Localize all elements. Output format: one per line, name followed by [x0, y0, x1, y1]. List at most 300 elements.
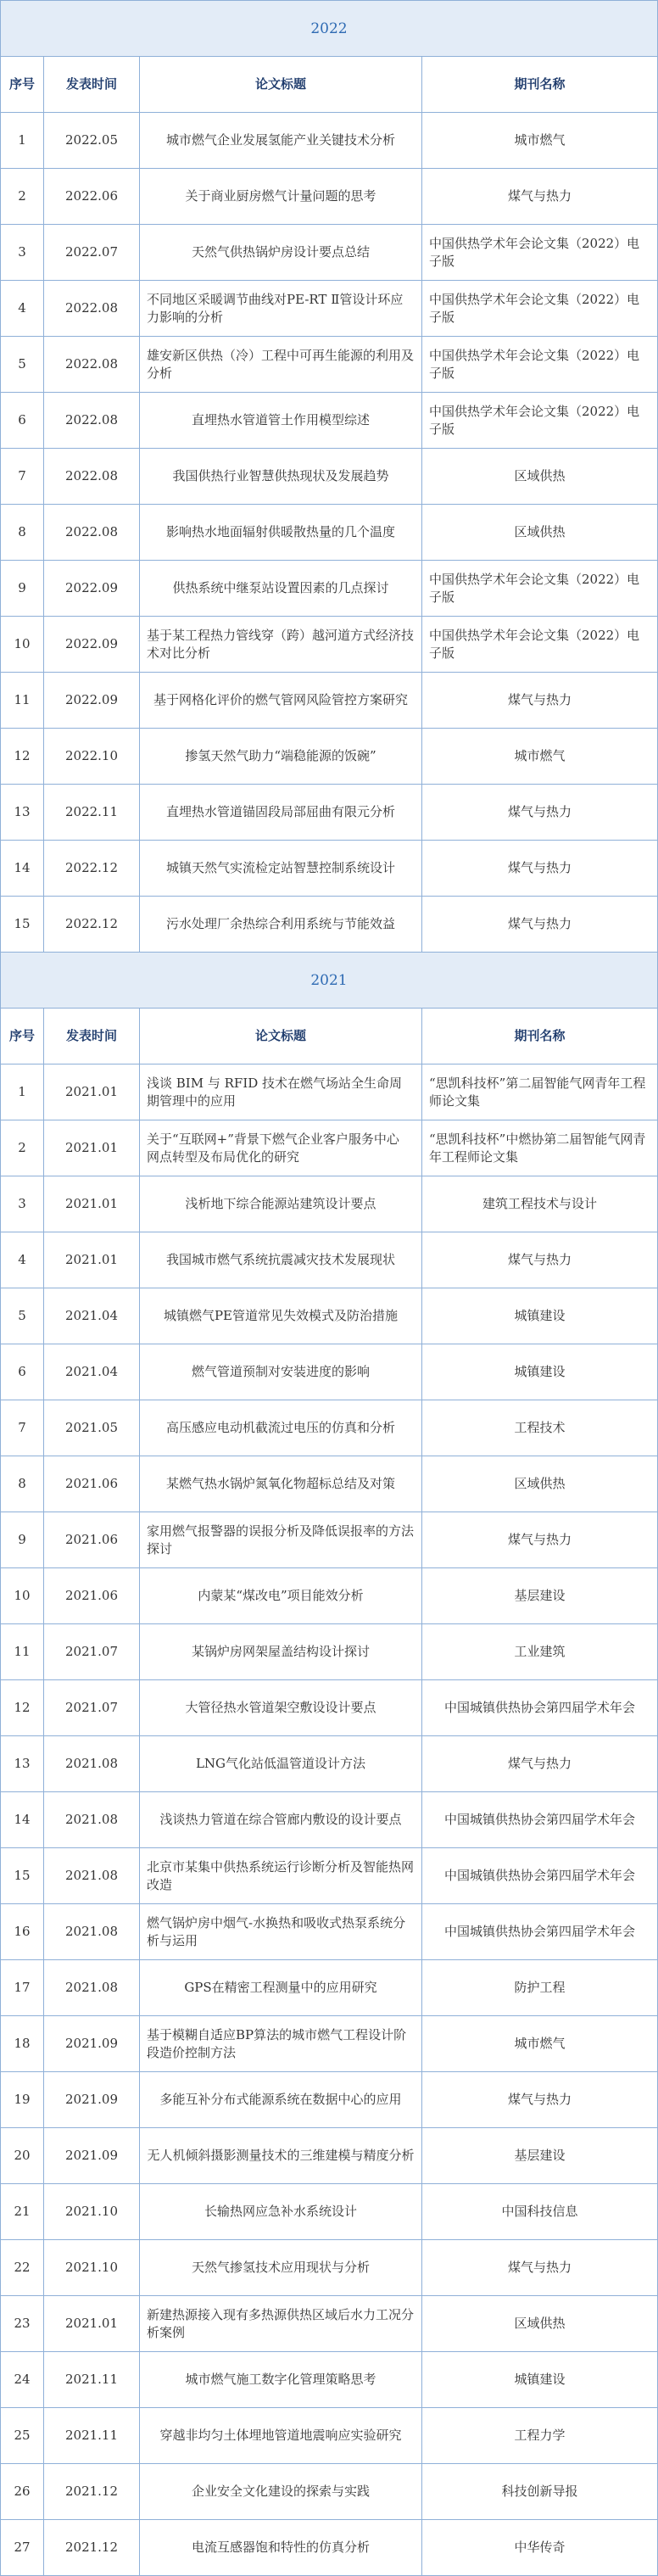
cell-serial-number-text: 14	[14, 1812, 31, 1828]
table-row	[1, 1344, 657, 1400]
cell-paper-title-text: 某燃气热水锅炉氮氧化物超标总结及对策	[165, 1476, 395, 1492]
cell-serial-number	[1, 505, 44, 560]
cell-publish-date-text: 2022.06	[64, 188, 119, 204]
cell-paper-title-text: 天然气供热锅炉房设计要点总结	[191, 244, 370, 260]
cell-publish-date	[44, 1736, 140, 1791]
cell-paper-title-text: 浅谈 BIM 与 RFID 技术在燃气场站全生命周期管理中的应用	[147, 1076, 403, 1109]
cell-journal-name	[422, 1960, 657, 2015]
cell-journal-name-text: 煤气与热力	[507, 804, 572, 820]
header-serial-number-text: 序号	[8, 1028, 35, 1044]
cell-journal-name	[422, 1680, 657, 1735]
table-row	[1, 1568, 657, 1624]
cell-journal-name	[422, 617, 657, 672]
cell-serial-number	[1, 1960, 44, 2015]
cell-paper-title-text: 长输热网应急补水系统设计	[204, 2204, 357, 2220]
cell-serial-number-text: 8	[18, 524, 26, 540]
cell-journal-name-text: 建筑工程技术与设计	[482, 1196, 597, 1212]
cell-journal-name	[422, 449, 657, 504]
table-row	[1, 785, 657, 841]
cell-journal-name	[422, 113, 657, 168]
cell-journal-name	[422, 2520, 657, 2575]
cell-journal-name-text: 工程技术	[514, 1420, 566, 1436]
cell-serial-number-text: 10	[14, 636, 31, 652]
cell-paper-title	[140, 561, 422, 616]
cell-journal-name-text: 中国城镇供热协会第四届学术年会	[443, 1812, 635, 1828]
table-row	[1, 617, 657, 673]
cell-publish-date-text: 2021.07	[64, 1644, 119, 1660]
cell-serial-number-text: 6	[18, 1364, 26, 1380]
cell-publish-date	[44, 1680, 140, 1735]
table-row	[1, 2464, 657, 2520]
cell-serial-number	[1, 1512, 44, 1567]
table-row	[1, 1176, 657, 1232]
cell-publish-date	[44, 785, 140, 840]
section-year-title: 2022	[1, 1, 657, 57]
cell-paper-title-text: 关于“互联网+”背景下燃气企业客户服务中心 网点转型及布局优化的研究	[147, 1132, 399, 1165]
cell-publish-date-text: 2021.11	[64, 2372, 119, 2388]
cell-publish-date	[44, 1232, 140, 1288]
cell-paper-title	[140, 1232, 422, 1288]
table-header-row	[1, 57, 657, 113]
cell-publish-date-text: 2022.08	[64, 356, 119, 372]
cell-publish-date	[44, 1176, 140, 1232]
cell-paper-title-text: 企业安全文化建设的探索与实践	[191, 2484, 370, 2500]
cell-journal-name-text: 中国城镇供热协会第四届学术年会	[443, 1700, 635, 1716]
cell-serial-number-text: 5	[18, 356, 26, 372]
cell-paper-title	[140, 113, 422, 168]
cell-serial-number-text: 18	[14, 2036, 31, 2052]
cell-publish-date-text: 2021.04	[64, 1364, 119, 1380]
cell-paper-title-text: 雄安新区供热（冷）工程中可再生能源的利用及分析	[147, 348, 415, 381]
cell-paper-title	[140, 225, 422, 280]
cell-journal-name	[422, 505, 657, 560]
cell-paper-title	[140, 2520, 422, 2575]
cell-serial-number-text: 6	[18, 412, 26, 428]
cell-serial-number-text: 7	[18, 468, 26, 484]
cell-journal-name-text: 城镇建设	[514, 1364, 566, 1380]
cell-journal-name-text: 煤气与热力	[507, 2260, 572, 2276]
cell-journal-name-text: 中国供热学术年会论文集（2022）电子版	[429, 404, 640, 437]
cell-paper-title-text: 燃气管道预制对安装进度的影响	[191, 1364, 370, 1380]
cell-serial-number-text: 25	[14, 2428, 31, 2444]
cell-paper-title	[140, 1680, 422, 1735]
cell-serial-number-text: 21	[14, 2204, 31, 2220]
cell-serial-number-text: 9	[18, 1532, 26, 1548]
cell-paper-title-text: 影响热水地面辐射供暖散热量的几个温度	[165, 524, 395, 540]
cell-serial-number	[1, 1568, 44, 1623]
cell-journal-name	[422, 2016, 657, 2071]
table-row	[1, 897, 657, 953]
cell-serial-number-text: 12	[14, 748, 31, 764]
cell-serial-number	[1, 785, 44, 840]
cell-publish-date	[44, 2296, 140, 2351]
cell-journal-name	[422, 337, 657, 392]
cell-journal-name-text: 中国供热学术年会论文集（2022）电子版	[429, 236, 640, 269]
cell-journal-name	[422, 2072, 657, 2127]
cell-publish-date-text: 2021.09	[64, 2036, 119, 2052]
cell-publish-date-text: 2021.07	[64, 1700, 119, 1716]
cell-paper-title-text: 无人机倾斜摄影测量技术的三维建模与精度分析	[147, 2148, 415, 2164]
table-row	[1, 113, 657, 169]
cell-publish-date-text: 2021.06	[64, 1532, 119, 1548]
cell-serial-number	[1, 1456, 44, 1512]
cell-journal-name	[422, 841, 657, 896]
cell-publish-date	[44, 449, 140, 504]
cell-publish-date-text: 2022.05	[64, 132, 119, 148]
cell-serial-number	[1, 2520, 44, 2575]
cell-serial-number	[1, 281, 44, 336]
cell-serial-number	[1, 2408, 44, 2463]
cell-paper-title-text: 城市燃气施工数字化管理策略思考	[185, 2372, 376, 2388]
cell-serial-number-text: 13	[14, 804, 31, 820]
cell-serial-number	[1, 2296, 44, 2351]
cell-journal-name-text: 中国城镇供热协会第四届学术年会	[443, 1868, 635, 1884]
cell-serial-number	[1, 1736, 44, 1791]
cell-serial-number	[1, 169, 44, 224]
header-serial-number	[1, 57, 44, 112]
cell-serial-number-text: 22	[14, 2260, 31, 2276]
cell-paper-title	[140, 1344, 422, 1400]
cell-journal-name-text: 城镇建设	[514, 2372, 566, 2388]
cell-publish-date-text: 2021.08	[64, 1980, 119, 1996]
cell-paper-title-text: 城镇天然气实流检定站智慧控制系统设计	[165, 860, 395, 876]
cell-paper-title	[140, 1848, 422, 1903]
cell-serial-number-text: 4	[18, 300, 26, 316]
cell-journal-name	[422, 2408, 657, 2463]
cell-journal-name	[422, 1064, 657, 1120]
cell-serial-number	[1, 449, 44, 504]
cell-serial-number	[1, 1120, 44, 1176]
cell-serial-number	[1, 2128, 44, 2183]
cell-journal-name-text: 工程力学	[514, 2428, 566, 2444]
cell-serial-number	[1, 2240, 44, 2295]
cell-paper-title	[140, 1624, 422, 1679]
cell-journal-name-text: 煤气与热力	[507, 692, 572, 708]
cell-publish-date-text: 2022.09	[64, 692, 119, 708]
cell-journal-name	[422, 1904, 657, 1959]
cell-publish-date-text: 2021.08	[64, 1812, 119, 1828]
cell-paper-title	[140, 1568, 422, 1623]
cell-serial-number	[1, 225, 44, 280]
cell-paper-title-text: 基于网格化评价的燃气管网风险管控方案研究	[153, 692, 408, 708]
cell-journal-name-text: 区域供热	[514, 2316, 566, 2332]
cell-journal-name	[422, 2240, 657, 2295]
cell-journal-name-text: 中国供热学术年会论文集（2022）电子版	[429, 348, 640, 381]
cell-publish-date	[44, 1848, 140, 1903]
cell-publish-date	[44, 1456, 140, 1512]
cell-publish-date	[44, 897, 140, 952]
cell-publish-date-text: 2021.09	[64, 2148, 119, 2164]
cell-serial-number	[1, 337, 44, 392]
cell-journal-name	[422, 1288, 657, 1344]
cell-serial-number	[1, 897, 44, 952]
cell-journal-name	[422, 1176, 657, 1232]
table-row	[1, 673, 657, 729]
cell-serial-number	[1, 1624, 44, 1679]
header-publish-date-text: 发表时间	[65, 1028, 117, 1044]
cell-journal-name-text: 城市燃气	[514, 132, 566, 148]
cell-publish-date-text: 2022.12	[64, 916, 119, 932]
cell-journal-name-text: 区域供热	[514, 524, 566, 540]
table-row	[1, 2016, 657, 2072]
cell-serial-number	[1, 2464, 44, 2519]
cell-journal-name-text: 中国城镇供热协会第四届学术年会	[443, 1924, 635, 1940]
table-row	[1, 1792, 657, 1848]
cell-paper-title	[140, 2016, 422, 2071]
table-row	[1, 281, 657, 337]
cell-paper-title	[140, 2408, 422, 2463]
cell-publish-date-text: 2021.04	[64, 1308, 119, 1324]
table-row	[1, 505, 657, 561]
cell-serial-number-text: 11	[14, 1644, 31, 1660]
cell-publish-date-text: 2021.11	[64, 2428, 119, 2444]
cell-publish-date	[44, 1400, 140, 1456]
cell-publish-date	[44, 393, 140, 448]
paper-list-sections	[1, 1, 657, 2576]
cell-journal-name	[422, 1232, 657, 1288]
cell-publish-date-text: 2021.01	[64, 1084, 119, 1100]
cell-paper-title	[140, 1400, 422, 1456]
cell-paper-title-text: 关于商业厨房燃气计量问题的思考	[185, 188, 376, 204]
cell-serial-number	[1, 617, 44, 672]
cell-serial-number	[1, 841, 44, 896]
cell-serial-number-text: 14	[14, 860, 31, 876]
cell-serial-number	[1, 2352, 44, 2407]
cell-paper-title	[140, 1512, 422, 1567]
header-publish-date	[44, 57, 140, 112]
cell-serial-number-text: 24	[14, 2372, 31, 2388]
cell-journal-name-text: 城市燃气	[514, 748, 566, 764]
cell-publish-date-text: 2021.12	[64, 2484, 119, 2500]
cell-serial-number-text: 8	[18, 1476, 26, 1492]
cell-serial-number	[1, 113, 44, 168]
cell-journal-name-text: “思凯科技杯”第二届智能气网青年工程师论文集	[429, 1076, 646, 1109]
cell-publish-date	[44, 113, 140, 168]
header-journal-name	[422, 57, 657, 112]
table-row	[1, 449, 657, 505]
cell-paper-title-text: 城镇燃气PE管道常见失效模式及防治措施	[163, 1308, 399, 1324]
cell-serial-number-text: 1	[18, 1084, 26, 1100]
cell-publish-date-text: 2022.08	[64, 300, 119, 316]
cell-journal-name-text: 煤气与热力	[507, 860, 572, 876]
cell-paper-title-text: 内蒙某“煤改电”项目能效分析	[198, 1588, 364, 1604]
cell-journal-name-text: 中国科技信息	[501, 2204, 578, 2220]
cell-publish-date-text: 2022.08	[64, 468, 119, 484]
cell-publish-date	[44, 2464, 140, 2519]
cell-publish-date	[44, 281, 140, 336]
table-row	[1, 1064, 657, 1120]
cell-publish-date	[44, 1792, 140, 1847]
cell-publish-date	[44, 617, 140, 672]
cell-paper-title-text: 高压感应电动机截流过电压的仿真和分析	[165, 1420, 395, 1436]
cell-serial-number	[1, 1792, 44, 1847]
cell-journal-name	[422, 2464, 657, 2519]
cell-serial-number-text: 2	[18, 1140, 26, 1156]
cell-paper-title	[140, 1120, 422, 1176]
cell-paper-title	[140, 1064, 422, 1120]
cell-serial-number	[1, 561, 44, 616]
cell-journal-name	[422, 1512, 657, 1567]
cell-paper-title	[140, 337, 422, 392]
cell-paper-title-text: 基于某工程热力管线穿（跨）越河道方式经济技术对比分析	[147, 628, 415, 661]
cell-publish-date-text: 2021.01	[64, 1252, 119, 1268]
table-row	[1, 1400, 657, 1456]
table-row	[1, 1120, 657, 1176]
cell-journal-name-text: 城镇建设	[514, 1308, 566, 1324]
cell-publish-date	[44, 561, 140, 616]
section-2021	[1, 953, 657, 2576]
header-journal-name	[422, 1009, 657, 1064]
cell-paper-title	[140, 281, 422, 336]
cell-paper-title	[140, 673, 422, 728]
cell-journal-name	[422, 2184, 657, 2239]
cell-paper-title-text: 穿越非均匀土体埋地管道地震响应实验研究	[159, 2428, 402, 2444]
cell-publish-date	[44, 2016, 140, 2071]
table-row	[1, 2072, 657, 2128]
cell-journal-name	[422, 1792, 657, 1847]
cell-publish-date	[44, 2352, 140, 2407]
header-paper-title-text: 论文标题	[254, 1028, 306, 1044]
cell-serial-number-text: 1	[18, 132, 26, 148]
cell-publish-date-text: 2022.07	[64, 244, 119, 260]
cell-journal-name-text: 科技创新导报	[501, 2484, 578, 2500]
cell-serial-number-text: 23	[14, 2316, 31, 2332]
cell-serial-number-text: 2	[18, 188, 26, 204]
cell-serial-number-text: 4	[18, 1252, 26, 1268]
cell-publish-date	[44, 1064, 140, 1120]
cell-publish-date	[44, 505, 140, 560]
cell-journal-name	[422, 673, 657, 728]
cell-journal-name	[422, 1848, 657, 1903]
cell-journal-name-text: 煤气与热力	[507, 2092, 572, 2108]
cell-publish-date-text: 2021.10	[64, 2204, 119, 2220]
table-row	[1, 225, 657, 281]
cell-journal-name	[422, 561, 657, 616]
cell-publish-date	[44, 2072, 140, 2127]
table-row	[1, 1680, 657, 1736]
cell-publish-date	[44, 337, 140, 392]
table-row	[1, 1904, 657, 1960]
cell-paper-title-text: 新建热源接入现有多热源供热区域后水力工况分析案例	[147, 2307, 415, 2340]
table-row	[1, 2128, 657, 2184]
cell-publish-date	[44, 2184, 140, 2239]
cell-journal-name	[422, 1736, 657, 1791]
table-row	[1, 169, 657, 225]
cell-serial-number-text: 15	[14, 1868, 31, 1884]
cell-publish-date-text: 2021.06	[64, 1588, 119, 1604]
cell-serial-number	[1, 2184, 44, 2239]
table-row	[1, 1960, 657, 2016]
cell-paper-title-text: 燃气锅炉房中烟气-水换热和吸收式热泵系统分析与运用	[147, 1915, 406, 1948]
cell-journal-name-text: 中国供热学术年会论文集（2022）电子版	[429, 292, 640, 325]
cell-publish-date	[44, 841, 140, 896]
cell-serial-number	[1, 1288, 44, 1344]
cell-serial-number-text: 10	[14, 1588, 31, 1604]
cell-publish-date	[44, 1120, 140, 1176]
section-2022	[1, 1, 657, 953]
cell-publish-date-text: 2021.09	[64, 2092, 119, 2108]
header-publish-date-text: 发表时间	[65, 76, 117, 92]
cell-publish-date-text: 2022.12	[64, 860, 119, 876]
cell-paper-title-text: 某锅炉房网架屋盖结构设计探讨	[191, 1644, 370, 1660]
cell-journal-name	[422, 393, 657, 448]
cell-serial-number	[1, 1848, 44, 1903]
table-row	[1, 1288, 657, 1344]
header-serial-number	[1, 1009, 44, 1064]
cell-journal-name-text: 中国供热学术年会论文集（2022）电子版	[429, 628, 640, 661]
cell-serial-number-text: 3	[18, 1196, 26, 1212]
cell-paper-title	[140, 729, 422, 784]
cell-serial-number-text: 13	[14, 1756, 31, 1772]
cell-paper-title	[140, 1736, 422, 1791]
table-row	[1, 1512, 657, 1568]
cell-journal-name	[422, 1400, 657, 1456]
cell-publish-date	[44, 2240, 140, 2295]
cell-paper-title	[140, 617, 422, 672]
table-header-row	[1, 1009, 657, 1064]
cell-publish-date	[44, 1624, 140, 1679]
cell-journal-name	[422, 169, 657, 224]
cell-publish-date-text: 2022.08	[64, 524, 119, 540]
cell-paper-title-text: 多能互补分布式能源系统在数据中心的应用	[159, 2092, 402, 2108]
table-row	[1, 1624, 657, 1680]
cell-journal-name	[422, 2352, 657, 2407]
cell-paper-title	[140, 449, 422, 504]
cell-serial-number	[1, 1680, 44, 1735]
cell-journal-name	[422, 225, 657, 280]
cell-publish-date	[44, 1960, 140, 2015]
cell-paper-title	[140, 505, 422, 560]
cell-publish-date-text: 2022.10	[64, 748, 119, 764]
cell-journal-name-text: 中国供热学术年会论文集（2022）电子版	[429, 572, 640, 605]
cell-journal-name-text: 区域供热	[514, 1476, 566, 1492]
cell-paper-title-text: 城市燃气企业发展氢能产业关键技术分析	[165, 132, 395, 148]
cell-serial-number-text: 5	[18, 1308, 26, 1324]
cell-paper-title-text: 家用燃气报警器的误报分析及降低误报率的方法探讨	[147, 1523, 415, 1556]
table-row	[1, 729, 657, 785]
cell-paper-title-text: 北京市某集中供热系统运行诊断分析及智能热网改造	[147, 1859, 415, 1892]
cell-publish-date-text: 2021.06	[64, 1476, 119, 1492]
cell-publish-date	[44, 225, 140, 280]
table-row	[1, 2184, 657, 2240]
cell-serial-number	[1, 1400, 44, 1456]
cell-journal-name-text: 工业建筑	[514, 1644, 566, 1660]
cell-paper-title-text: 供热系统中继泵站设置因素的几点探讨	[172, 580, 389, 596]
cell-serial-number	[1, 729, 44, 784]
cell-publish-date-text: 2021.01	[64, 1140, 119, 1156]
cell-journal-name-text: “思凯科技杯”中燃协第二届智能气网青年工程师论文集	[429, 1132, 646, 1165]
table-row	[1, 1456, 657, 1512]
cell-publish-date	[44, 1512, 140, 1567]
cell-journal-name	[422, 2128, 657, 2183]
cell-publish-date	[44, 729, 140, 784]
cell-publish-date-text: 2022.08	[64, 412, 119, 428]
cell-journal-name-text: 煤气与热力	[507, 188, 572, 204]
cell-publish-date	[44, 2520, 140, 2575]
cell-journal-name-text: 基层建设	[514, 1588, 566, 1604]
table-row	[1, 1232, 657, 1288]
cell-paper-title	[140, 2464, 422, 2519]
header-journal-name-text: 期刊名称	[514, 76, 566, 92]
cell-journal-name-text: 防护工程	[514, 1980, 566, 1996]
header-paper-title	[140, 1009, 422, 1064]
cell-publish-date	[44, 1344, 140, 1400]
cell-serial-number	[1, 2072, 44, 2127]
cell-paper-title-text: 天然气掺氢技术应用现状与分析	[191, 2260, 370, 2276]
cell-journal-name-text: 城市燃气	[514, 2036, 566, 2052]
cell-serial-number-text: 9	[18, 580, 26, 596]
cell-paper-title	[140, 1456, 422, 1512]
